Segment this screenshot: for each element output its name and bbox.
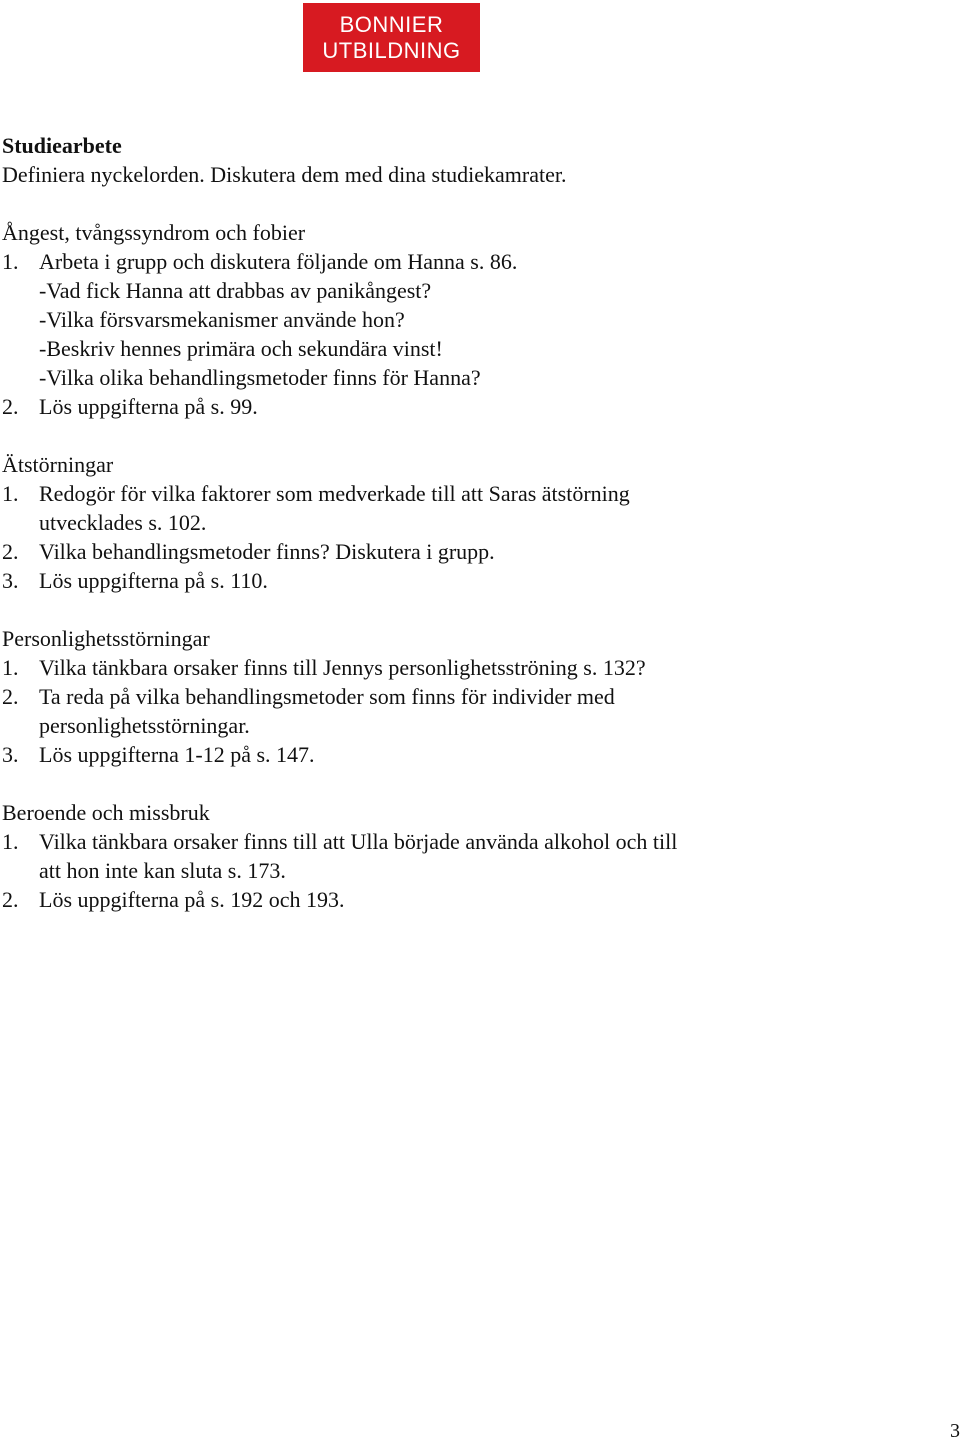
list-text: Lös uppgifterna 1-12 på s. 147. [39,742,315,767]
document-body [2,131,902,914]
bonnier-utbildning-logo [303,3,480,72]
logo-line-1: BONNIER [339,12,444,37]
sub-question: -Vad fick Hanna att drabbas av panikångest? [39,278,432,303]
logo-line-2: UTBILDNING [322,38,461,63]
sub-question: -Vilka försvarsmekanismer använde hon? [39,307,405,332]
spacer [2,421,902,450]
list-text-continuation: personlighetsstörningar. [39,713,250,738]
list-item [2,247,902,276]
list-number: 1. [2,655,19,680]
list-item [2,682,902,711]
sub-question: -Vilka olika behandlingsmetoder finns för Hanna? [39,365,481,390]
list-number: 2. [2,684,19,709]
list-number: 3. [2,568,19,593]
list-text: Vilka tänkbara orsaker finns till att Ulla började använda alkohol och till [39,829,678,854]
list-item [2,479,902,508]
list-text: Arbeta i grupp och diskutera följande om Hanna s. 86. [39,249,518,274]
list-number: 1. [2,481,19,506]
personlighet-heading: Personlighetsstörningar [2,626,210,651]
list-text: Lös uppgifterna på s. 99. [39,394,258,419]
studiearbete-heading: Studiearbete [2,133,122,158]
list-text: Lös uppgifterna på s. 192 och 193. [39,887,345,912]
list-number: 1. [2,829,19,854]
list-item [2,537,902,566]
list-number: 2. [2,394,19,419]
list-text: Ta reda på vilka behandlingsmetoder som finns för individer med [39,684,615,709]
list-text: Vilka behandlingsmetoder finns? Diskutera i grupp. [39,539,495,564]
list-number: 1. [2,249,19,274]
list-item [2,653,902,682]
list-item [2,827,902,856]
sub-question: -Beskriv hennes primära och sekundära vinst! [39,336,443,361]
list-item [2,740,902,769]
list-text-continuation: utvecklades s. 102. [39,510,207,535]
atstorningar-heading: Ätstörningar [2,452,114,477]
list-text-continuation: att hon inte kan sluta s. 173. [39,858,286,883]
list-item [2,885,902,914]
spacer [2,189,902,218]
beroende-heading: Beroende och missbruk [2,800,210,825]
list-item [2,392,902,421]
spacer [2,595,902,624]
studiearbete-intro: Definiera nyckelorden. Diskutera dem med dina studiekamrater. [2,162,567,187]
list-text: Lös uppgifterna på s. 110. [39,568,268,593]
list-item [2,566,902,595]
page-number: 3 [950,1420,960,1442]
list-text: Vilka tänkbara orsaker finns till Jennys personlighetsströning s. 132? [39,655,646,680]
list-text: Redogör för vilka faktorer som medverkade till att Saras ätstörning [39,481,630,506]
spacer [2,769,902,798]
list-number: 2. [2,539,19,564]
list-number: 2. [2,887,19,912]
list-number: 3. [2,742,19,767]
angest-heading: Ångest, tvångssyndrom och fobier [2,220,306,245]
